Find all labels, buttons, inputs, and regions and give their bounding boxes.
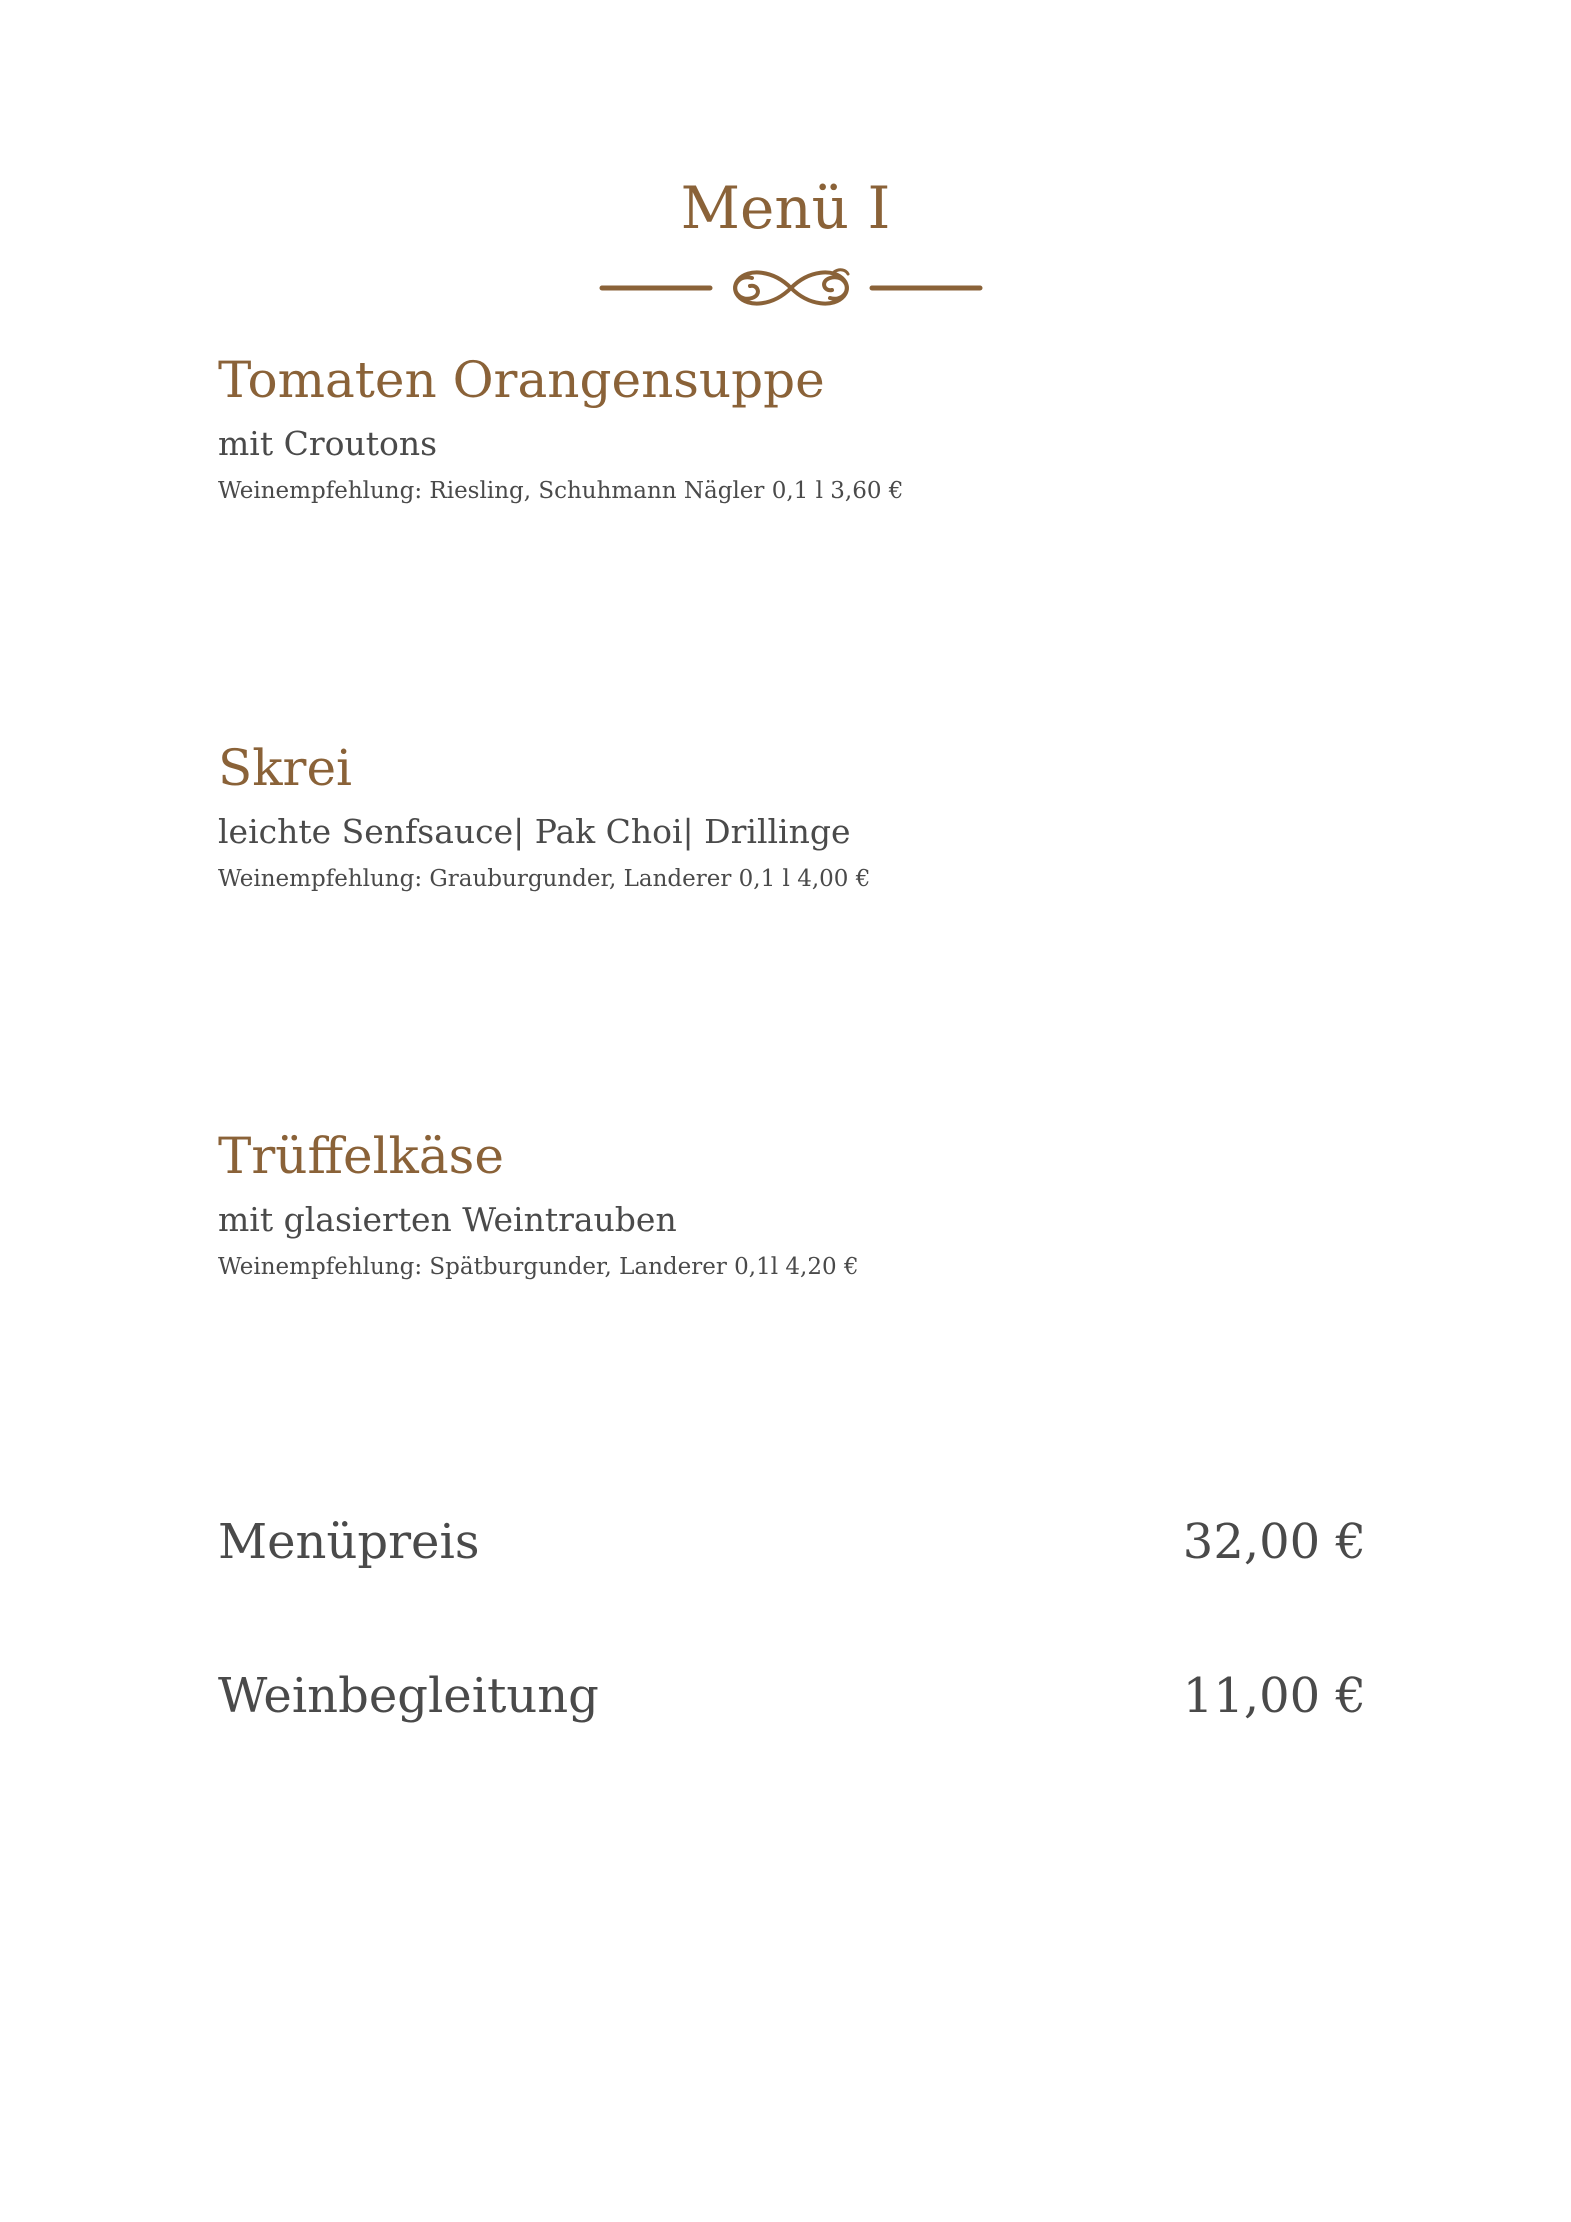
wine-recommendation: Weinempfehlung: Grauburgunder, Landerer 0,1 l 4,00 € xyxy=(218,866,871,892)
course-soup xyxy=(218,350,1418,506)
course-fish xyxy=(218,738,1418,894)
menu-price-value: 32,00 € xyxy=(1182,1514,1366,1570)
menu-price-label: Menüpreis xyxy=(218,1514,480,1570)
ornament-divider-icon xyxy=(598,262,984,314)
course-description: leichte Senfsauce| Pak Choi| Drillinge xyxy=(218,812,851,851)
menu-price-row xyxy=(218,1512,1366,1572)
wine-pairing-price-row xyxy=(218,1666,1366,1726)
wine-recommendation: Weinempfehlung: Spätburgunder, Landerer 0,1l 4,20 € xyxy=(218,1254,859,1280)
course-cheese xyxy=(218,1126,1418,1282)
course-name: Tomaten Orangensuppe xyxy=(218,351,825,409)
course-name: Skrei xyxy=(218,739,353,797)
course-description: mit Croutons xyxy=(218,424,438,463)
course-name: Trüffelkäse xyxy=(218,1127,504,1185)
wine-recommendation: Weinempfehlung: Riesling, Schuhmann Nägler 0,1 l 3,60 € xyxy=(218,478,904,504)
wine-pairing-label: Weinbegleitung xyxy=(218,1668,599,1724)
page-title: Menü I xyxy=(680,174,891,242)
course-description: mit glasierten Weintrauben xyxy=(218,1200,677,1239)
wine-pairing-value: 11,00 € xyxy=(1182,1668,1366,1724)
